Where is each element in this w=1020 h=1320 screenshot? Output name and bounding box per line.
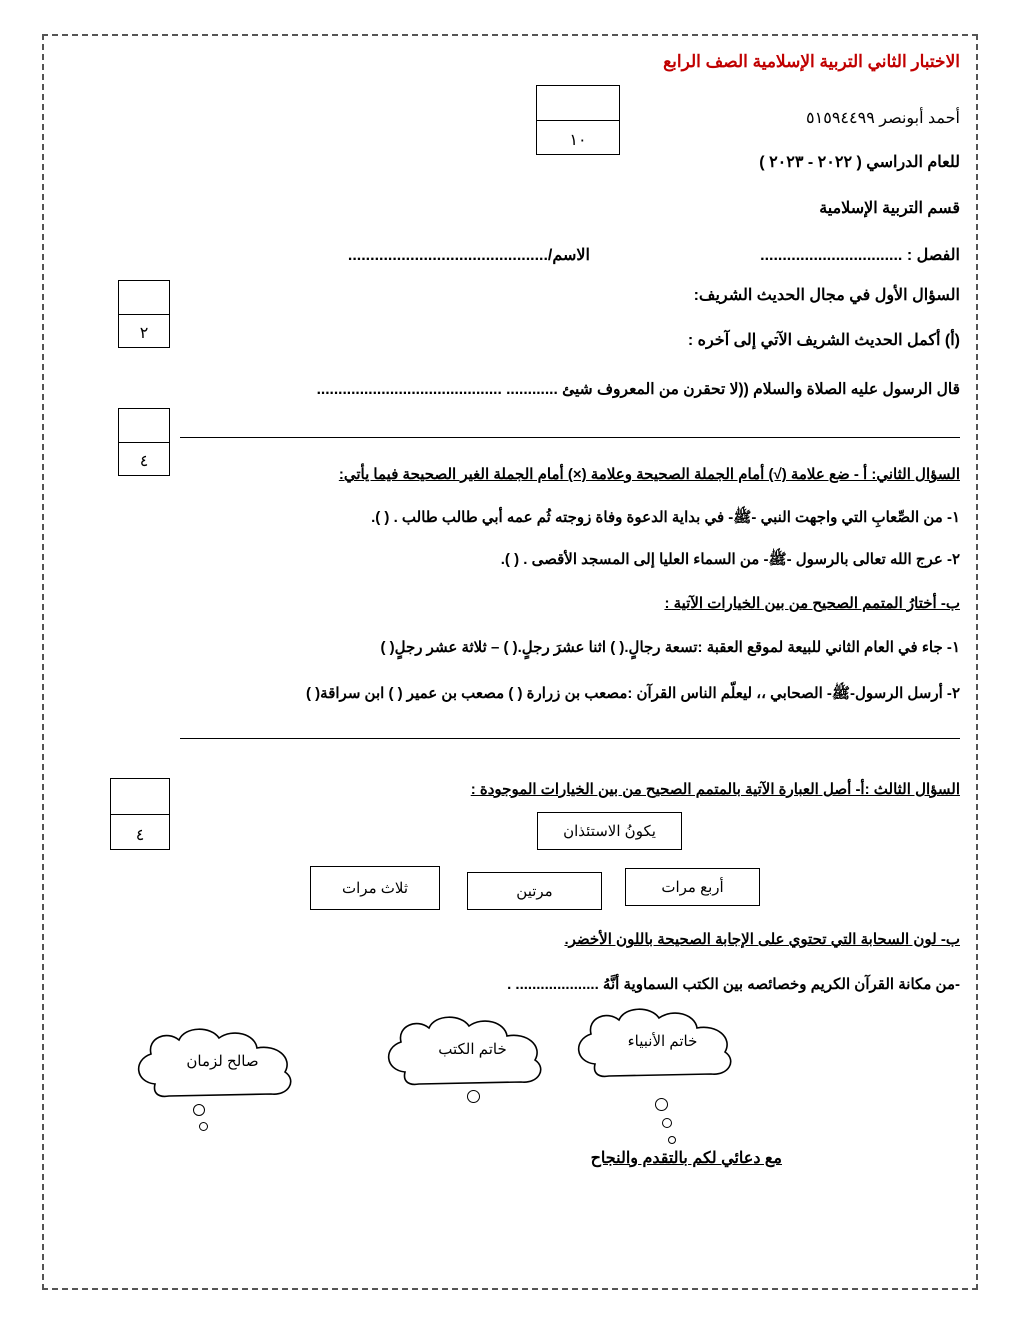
q2-part-b-item-1[interactable]: ١- جاء في العام الثاني للبيعة لموقع العقبة :تسعة رجالٍ.( ) اثنا عشرَ رجلٍ.( ) – ثلاثة عشر رجلٍ( ) xyxy=(380,639,960,656)
q1-mark-box xyxy=(118,280,170,348)
q3-option-2-label: مرتين xyxy=(516,883,553,900)
divider-1 xyxy=(180,437,960,438)
q2-part-b-item-2[interactable]: ٢- أرسل الرسول-ﷺ- الصحابي ،، ليعلّم الناس القرآن :مصعب بن زرارة ( ) مصعب بن عمير ( ) ابن سراقة( ) xyxy=(306,685,960,702)
q3-option-1-label: أربع مرات xyxy=(661,879,724,896)
department: قسم التربية الإسلامية xyxy=(819,200,960,217)
cloud-3-tail-dot-2 xyxy=(199,1122,208,1131)
q2-item-2[interactable]: ٢- عرج الله تعالى بالرسول -ﷺ- من السماء العليا إلى المسجد الأقصى . ( ). xyxy=(500,551,960,568)
cloud-option-3[interactable] xyxy=(125,1022,320,1108)
q1-heading: السؤال الأول في مجال الحديث الشريف: xyxy=(693,287,960,304)
total-mark-value: ١٠ xyxy=(569,132,587,149)
divider-2 xyxy=(180,738,960,739)
q3-option-3-label: ثلاث مرات xyxy=(342,880,409,897)
total-mark-box xyxy=(536,85,620,155)
q3-heading: السؤال الثالث :أ- أصل العبارة الآتية بالمتمم الصحيح من بين الخيارات الموجودة : xyxy=(470,781,960,798)
q2-mark-value: ٤ xyxy=(139,453,149,470)
cloud-option-2-label: خاتم الكتب xyxy=(438,1041,507,1058)
cloud-3-tail-dot-1 xyxy=(193,1104,205,1116)
q2-part-b-heading: ب- أختارُ المتمم الصحيح من بين الخيارات الآتية : xyxy=(664,595,960,612)
q1-part-a: (أ) أكمل الحديث الشريف الآتي إلى آخره : xyxy=(687,332,960,349)
q3-part-b-prompt: -من مكانة القرآن الكريم وخصائصه بين الكتب السماوية أنَّهُ .................... . xyxy=(507,976,960,993)
q3-mark-box xyxy=(110,778,170,850)
cloud-1-tail-dot-2 xyxy=(662,1118,672,1128)
q3-stem-label: يكونُ الاستئذان xyxy=(563,823,656,840)
q1-mark-value: ٢ xyxy=(139,325,149,342)
page-title: الاختبار الثاني التربية الإسلامية الصف الرابع xyxy=(663,52,960,71)
q3-stem-box[interactable] xyxy=(537,812,682,850)
cloud-option-1[interactable] xyxy=(565,1002,760,1088)
q3-mark-value: ٤ xyxy=(135,827,145,844)
q3-part-b-heading: ب- لون السحابة التي تحتوي على الإجابة الصحيحة باللون الأخضر. xyxy=(564,931,960,948)
q2-heading: السؤال الثاني: أ - ضع علامة (√) أمام الجملة الصحيحة وعلامة (×) أمام الجملة الغير الصحيحة فيما يأتي: xyxy=(338,466,960,483)
name-field[interactable]: الاسم/............................................. xyxy=(347,247,590,264)
q3-option-2[interactable] xyxy=(467,872,602,910)
q3-option-1[interactable] xyxy=(625,868,760,906)
class-field[interactable]: الفصل : ................................ xyxy=(760,247,960,264)
cloud-option-1-label: خاتم الأنبياء xyxy=(627,1033,698,1050)
academic-year: للعام الدراسي ( ٢٠٢٢ - ٢٠٢٣ ) xyxy=(759,154,960,171)
cloud-option-2[interactable] xyxy=(375,1010,570,1096)
q2-mark-box xyxy=(118,408,170,476)
q3-option-3[interactable] xyxy=(310,866,440,910)
teacher-name: أحمد أبونصر ٥١٥٩٤٤٩٩ xyxy=(806,110,960,127)
cloud-2-tail-dot-1 xyxy=(467,1090,480,1103)
cloud-1-tail-dot-1 xyxy=(655,1098,668,1111)
cloud-option-3-label: صالح لزمان xyxy=(186,1053,259,1070)
q2-item-1[interactable]: ١- من الصِّعابِ التي واجهت النبي -ﷺ- في بداية الدعوة وفاة زوجته ثُم عمه أبي طالب طالب . ( ). xyxy=(371,509,960,526)
cloud-1-tail-dot-3 xyxy=(668,1136,676,1144)
q1-hadith-text[interactable]: قال الرسول عليه الصلاة والسلام ((لا تحقرن من المعروف شيئ ............ ........................................... xyxy=(316,381,960,398)
closing-note: مع دعائي لكم بالتقدم والنجاح xyxy=(590,1150,782,1167)
